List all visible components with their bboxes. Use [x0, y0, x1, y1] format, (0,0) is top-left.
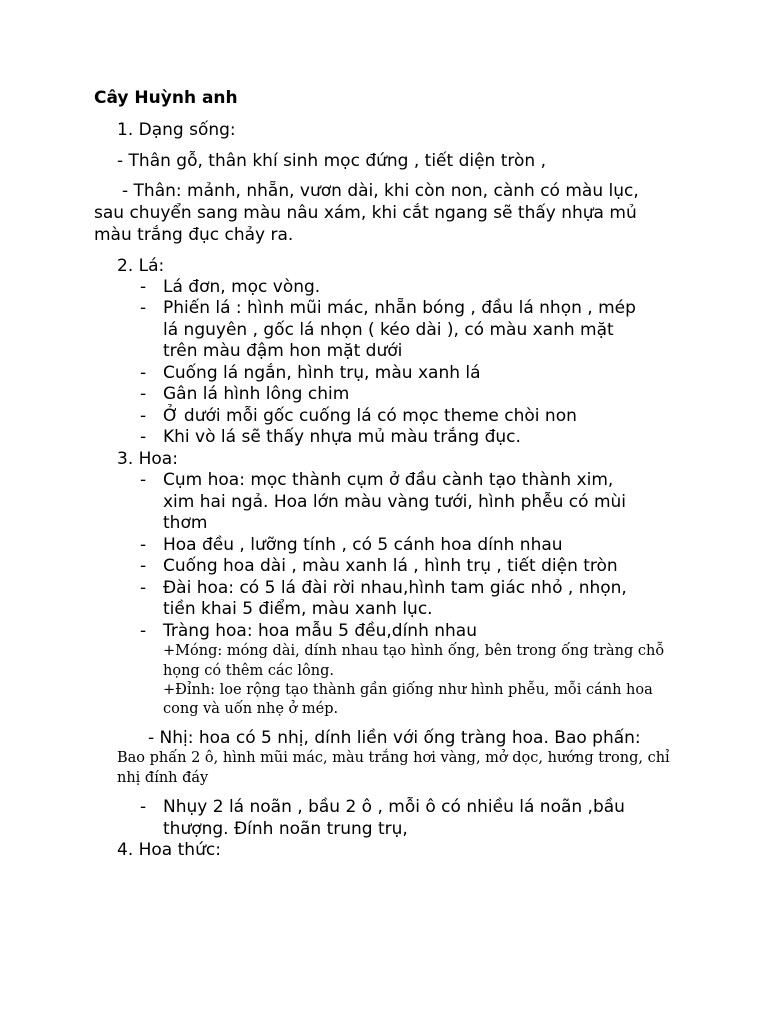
- list-item-continuation: thơm: [163, 513, 208, 533]
- list-item: Lá đơn, mọc vòng.: [163, 277, 321, 297]
- section-1-heading: 1. Dạng sống:: [117, 120, 236, 140]
- list-item: Gân lá hình lông chim: [163, 384, 350, 404]
- bullet-dash: -: [140, 535, 147, 555]
- bullet-dash: -: [140, 427, 147, 447]
- list-item-continuation: tiền khai 5 điểm, màu xanh lục.: [163, 599, 433, 619]
- bullet-dash: -: [140, 578, 147, 598]
- section-1-line: - Thân gỗ, thân khí sinh mọc đứng , tiết diện tròn ,: [117, 151, 546, 171]
- bullet-dash: -: [140, 621, 147, 641]
- trang-detail-line: cong và uốn nhẹ ở mép.: [163, 701, 339, 717]
- section-2-heading: 2. Lá:: [117, 256, 165, 276]
- bullet-dash: -: [140, 384, 147, 404]
- list-item: Đài hoa: có 5 lá đài rời nhau,hình tam giác nhỏ , nhọn,: [163, 578, 627, 598]
- list-item: Ở dưới mỗi gốc cuống lá có mọc theme chòi non: [163, 406, 577, 426]
- bullet-dash: -: [140, 363, 147, 383]
- list-item: Khi vò lá sẽ thấy nhựa mủ màu trắng đục.: [163, 427, 521, 447]
- section-3-heading: 3. Hoa:: [117, 449, 178, 469]
- nhi-line: - Nhị: hoa có 5 nhị, dính liền với ống tràng hoa. Bao phấn:: [148, 728, 641, 748]
- bullet-dash: -: [140, 556, 147, 576]
- list-item-continuation: thượng. Đính noãn trung trụ,: [163, 819, 408, 839]
- bullet-dash: -: [140, 797, 147, 817]
- bullet-dash: -: [140, 298, 147, 318]
- bullet-dash: -: [140, 470, 147, 490]
- document-title: Cây Huỳnh anh: [94, 88, 238, 108]
- trang-detail-line: +Đỉnh: loe rộng tạo thành gần giống như hình phễu, mỗi cánh hoa: [163, 682, 653, 698]
- bao-phan-line: nhị đính đáy: [117, 770, 209, 786]
- list-item-continuation: lá nguyên , gốc lá nhọn ( kéo dài ), có màu xanh mặt: [163, 320, 614, 340]
- list-item-continuation: trên màu đậm hon mặt dưới: [163, 341, 403, 361]
- list-item: Tràng hoa: hoa mẫu 5 đều,dính nhau: [163, 621, 477, 641]
- list-item: Nhụy 2 lá noãn , bầu 2 ô , mỗi ô có nhiều lá noãn ,bầu: [163, 797, 625, 817]
- list-item-continuation: xim hai ngả. Hoa lớn màu vàng tưới, hình phễu có mùi: [163, 492, 627, 512]
- list-item: Cụm hoa: mọc thành cụm ở đầu cành tạo thành xim,: [163, 470, 614, 490]
- bullet-dash: -: [140, 406, 147, 426]
- list-item: Cuống lá ngắn, hình trụ, màu xanh lá: [163, 363, 481, 383]
- paragraph-line: - Thân: mảnh, nhẵn, vươn dài, khi còn non, cành có màu lục,: [122, 181, 639, 201]
- bao-phan-line: Bao phấn 2 ô, hình mũi mác, màu trắng hơi vàng, mở dọc, hướng trong, chỉ: [117, 750, 670, 766]
- section-4-heading: 4. Hoa thức:: [117, 840, 221, 860]
- paragraph-line: sau chuyển sang màu nâu xám, khi cắt ngang sẽ thấy nhựa mủ: [94, 203, 637, 223]
- bullet-dash: -: [140, 277, 147, 297]
- list-item: Cuống hoa dài , màu xanh lá , hình trụ , tiết diện tròn: [163, 556, 618, 576]
- list-item: Hoa đều , lưỡng tính , có 5 cánh hoa dính nhau: [163, 535, 563, 555]
- trang-detail-line: +Móng: móng dài, dính nhau tạo hình ống, bên trong ống tràng chỗ: [163, 643, 665, 659]
- list-item: Phiến lá : hình mũi mác, nhẵn bóng , đầu lá nhọn , mép: [163, 298, 636, 318]
- paragraph-line: màu trắng đục chảy ra.: [94, 225, 294, 245]
- trang-detail-line: họng có thêm các lông.: [163, 663, 334, 679]
